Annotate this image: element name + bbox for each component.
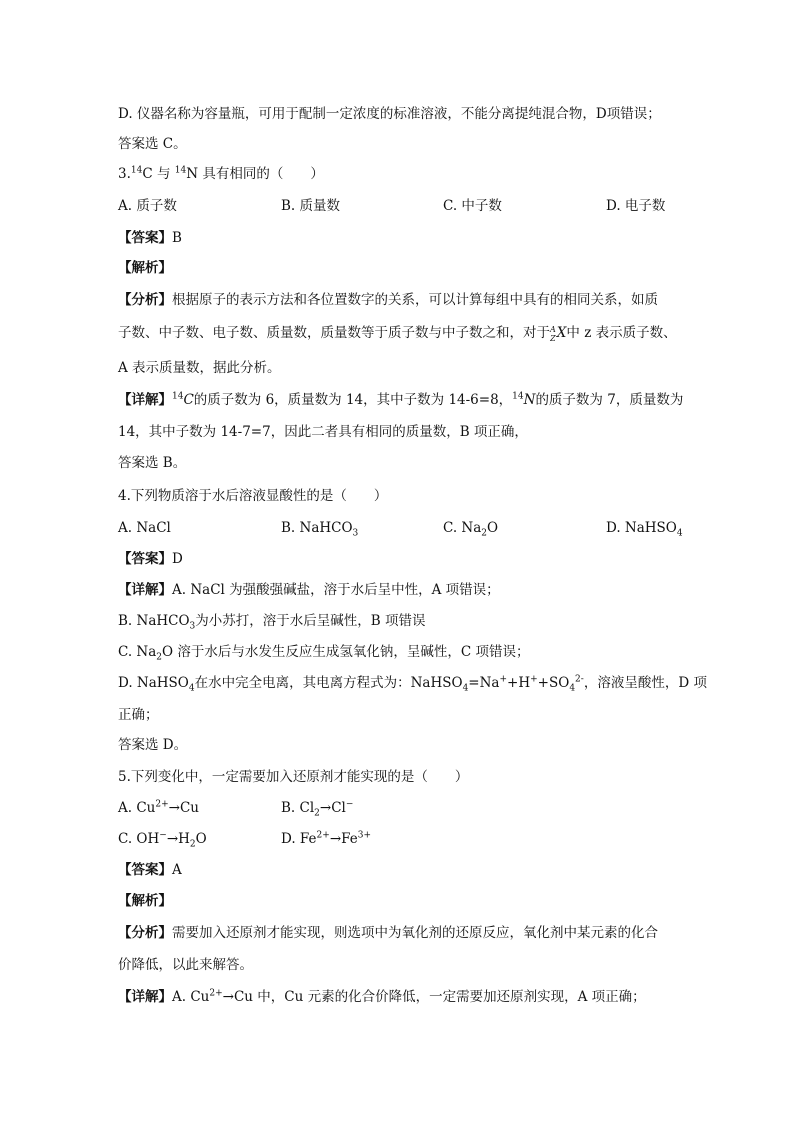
q3-options bbox=[118, 196, 678, 216]
q3-fenxi-line-3: A 表示质量数，据此分析。 bbox=[118, 360, 281, 376]
q4-option-d: D. NaHSO$_4$ bbox=[606, 520, 683, 539]
q5-stem: 5.下列变化中，一定需要加入还原剂才能实现的是（ ） bbox=[118, 769, 469, 785]
q4-detail-a: 【详解】A. NaCl 为强酸强碱盐，溶于水后呈中性，A 项错误； bbox=[118, 582, 500, 598]
q3-analysis-heading: 【解析】 bbox=[118, 260, 172, 276]
q5-option-d: D. $Fe^{2+}\to Fe^{3+}$ bbox=[281, 830, 372, 847]
q4-option-a: A. NaCl bbox=[118, 520, 171, 536]
q3-fenxi-line-1: 【分析】根据原子的表示方法和各位置数字的关系，可以计算每组中具有的相同关系，如质 bbox=[118, 292, 658, 308]
q5-options-row-2 bbox=[118, 829, 678, 849]
q3-answer-line: 答案选 B。 bbox=[118, 455, 187, 471]
q5-analysis-heading: 【解析】 bbox=[118, 893, 172, 909]
q2-option-d-text: D. 仪器名称为容量瓶，可用于配制一定浓度的标准溶液，不能分离提纯混合物，D项错误； bbox=[118, 106, 661, 122]
q4-options bbox=[118, 518, 683, 539]
q3-fenxi-line-2: 子数、中子数、电子数、质量数，质量数等于质子数与中子数之和，对于 A Z X中 z 表示质子数、 bbox=[118, 324, 677, 343]
q4-detail-b: B. NaHCO$_3$为小苏打，溶于水后呈碱性，B 项错误 bbox=[118, 613, 426, 632]
q4-option-c: C. $Na_2O$ bbox=[443, 520, 499, 539]
q5-option-a: A. $Cu^{2+}\to Cu$ bbox=[118, 799, 199, 816]
q4-detail-d: D. NaHSO$_4$在水中完全电离，其电离方程式为：$NaHSO_4=Na^++H^++SO_4^{2-}$，溶液呈酸性，D 项 bbox=[118, 674, 707, 694]
q3-option-a: A. 质子数 bbox=[118, 198, 177, 214]
q3-option-d: D. 电子数 bbox=[606, 198, 666, 214]
q4-option-b: B. NaHCO$_3$ bbox=[281, 520, 359, 539]
q3-stem: 3.14C 与 $^{14}$N 具有相同的（ ） bbox=[118, 165, 324, 182]
q3-answer: 【答案】B bbox=[118, 230, 182, 246]
q5-fenxi-line-2: 价降低，以此来解答。 bbox=[118, 957, 253, 973]
q4-answer-line: 答案选 D。 bbox=[118, 737, 188, 753]
q5-answer: 【答案】A bbox=[118, 862, 182, 878]
q5-option-c: C. $OH^-\to H_2O$ bbox=[118, 830, 207, 850]
q3-detail-line-1: 【详解】$^{14}$C的质子数为 6，质量数为 14，其中子数为 14-6=8，$^{14}$N的质子数为 7，质量数为 bbox=[118, 391, 684, 408]
q5-fenxi-line-1: 【分析】需要加入还原剂才能实现，则选项中为氧化剂的还原反应，氧化剂中某元素的化合 bbox=[118, 925, 658, 941]
q5-options-row-1 bbox=[118, 798, 678, 818]
q4-stem: 4.下列物质溶于水后溶液显酸性的是（ ） bbox=[118, 488, 388, 504]
q4-answer: 【答案】D bbox=[118, 551, 183, 567]
q5-detail-line-1: 【详解】A. $Cu^{2+}\to Cu$ 中，Cu 元素的化合价降低，一定需要加还原剂实现，A 项正确； bbox=[118, 988, 646, 1005]
q3-option-c: C. 中子数 bbox=[443, 198, 502, 214]
nuclide-notation: A Z bbox=[550, 324, 556, 343]
q2-answer-line: 答案选 C。 bbox=[118, 136, 187, 152]
q4-detail-c: C. $Na_2O$ 溶于水后与水发生反应生成氢氧化钠，呈碱性，C 项错误； bbox=[118, 644, 530, 663]
q3-detail-line-2: 14，其中子数为 14-7=7，因此二者具有相同的质量数，B 项正确， bbox=[118, 424, 528, 440]
q4-detail-d-cont: 正确； bbox=[118, 707, 159, 723]
q3-option-b: B. 质量数 bbox=[281, 198, 341, 214]
q5-option-b: B. $Cl_2\to Cl^-$ bbox=[281, 799, 354, 819]
